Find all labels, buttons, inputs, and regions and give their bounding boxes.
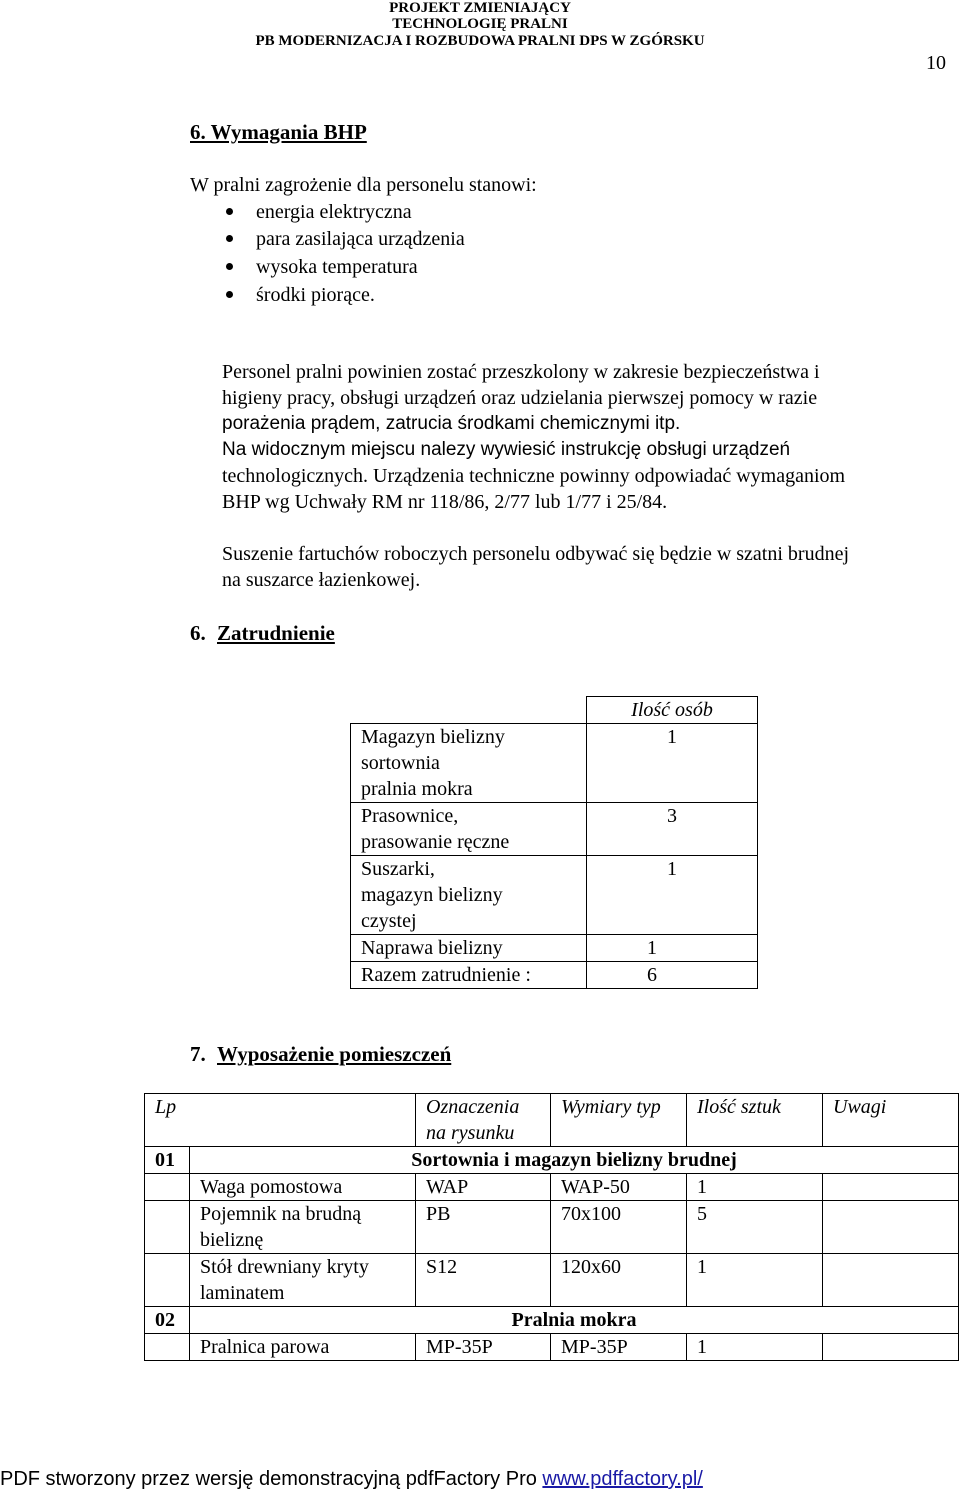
item-name: Stół drewniany kryty laminatem	[190, 1254, 416, 1307]
employment-area: Prasownice, prasowanie ręczne	[351, 803, 587, 856]
table-row	[351, 935, 758, 962]
paragraph-line: Suszenie fartuchów roboczych personelu odbywać się będzie w szatni brudnej	[222, 543, 850, 565]
employment-area: Naprawa bielizny	[351, 935, 587, 962]
employment-count: 3	[587, 803, 758, 856]
item-code: S12	[416, 1254, 551, 1307]
employment-area: Magazyn bielizny sortownia pralnia mokra	[351, 724, 587, 803]
page-number: 10	[926, 52, 946, 74]
header-line-1: PROJEKT ZMIENIAJĄCY	[389, 0, 571, 16]
section-row	[145, 1147, 959, 1174]
column-header-count: Ilość osób	[587, 697, 758, 724]
item-notes	[823, 1334, 959, 1361]
table-row	[351, 724, 758, 803]
table-header-row	[145, 1094, 959, 1147]
employment-area: Suszarki, magazyn bielizny czystej	[351, 856, 587, 935]
bullet-icon	[226, 208, 233, 215]
total-value: 6	[587, 962, 758, 989]
equipment-table	[144, 1093, 959, 1361]
item-dims: 120x60	[551, 1254, 687, 1307]
bhp-bullet-item: środki piorące.	[256, 284, 375, 306]
table-row	[145, 1254, 959, 1307]
lp-cell	[145, 1254, 190, 1307]
employment-count: 1	[587, 856, 758, 935]
heading-text: Zatrudnienie	[217, 621, 335, 645]
paragraph-line: Personel pralni powinien zostać przeszkolony w zakresie bezpieczeństwa i	[222, 361, 820, 383]
item-qty: 1	[687, 1334, 823, 1361]
item-code: PB	[416, 1201, 551, 1254]
table-row	[145, 1201, 959, 1254]
paragraph-line: technologicznych. Urządzenia techniczne powinny odpowiadać wymaganiom	[222, 465, 846, 487]
bhp-bullet-item: wysoka temperatura	[256, 256, 418, 278]
section-row	[145, 1307, 959, 1334]
heading-number: 7.	[190, 1042, 206, 1066]
employment-table	[350, 696, 758, 989]
bhp-bullet-item: energia elektryczna	[256, 201, 412, 223]
pdf-footer	[0, 1468, 960, 1491]
item-dims: 70x100	[551, 1201, 687, 1254]
lp-cell	[145, 1174, 190, 1201]
bhp-intro: W pralni zagrożenie dla personelu stanowi:	[190, 174, 537, 196]
item-notes	[823, 1201, 959, 1254]
total-label: Razem zatrudnienie :	[351, 962, 587, 989]
section-lp: 02	[145, 1307, 190, 1334]
employment-count: 1	[587, 935, 758, 962]
item-name: Pojemnik na brudną bieliznę	[190, 1201, 416, 1254]
section-title: Sortownia i magazyn bielizny brudnej	[190, 1147, 959, 1174]
paragraph-line: na suszarce łazienkowej.	[222, 569, 421, 591]
section-title: Pralnia mokra	[190, 1307, 959, 1334]
paragraph-line: higieny pracy, obsługi urządzeń oraz udzielania pierwszej pomocy w razie	[222, 387, 818, 409]
table-row	[351, 803, 758, 856]
bullet-icon	[226, 291, 233, 298]
header-line-2: TECHNOLOGIĘ PRALNI	[392, 16, 568, 32]
table-row	[145, 1334, 959, 1361]
table-total-row	[351, 962, 758, 989]
column-header-notes: Uwagi	[823, 1094, 959, 1147]
item-qty: 5	[687, 1201, 823, 1254]
employment-count: 1	[587, 724, 758, 803]
item-code: WAP	[416, 1174, 551, 1201]
lp-cell	[145, 1334, 190, 1361]
section-heading-bhp: 6. Wymagania BHP	[190, 120, 367, 144]
table-header-row	[351, 697, 758, 724]
column-header-dims: Wymiary typ	[551, 1094, 687, 1147]
empty-cell	[351, 697, 587, 724]
item-dims: WAP-50	[551, 1174, 687, 1201]
employment-heading	[190, 621, 335, 646]
header-line-3: PB MODERNIZACJA I ROZBUDOWA PRALNI DPS W ZGÓRSKU	[255, 33, 705, 49]
paragraph-line: Na widocznym miejscu nalezy wywiesić instrukcję obsługi urządzeń	[222, 439, 791, 460]
column-header-lp: Lp	[145, 1094, 416, 1147]
section-lp: 01	[145, 1147, 190, 1174]
footer-text: PDF stworzony przez wersję demonstracyjną pdfFactory Pro	[0, 1468, 543, 1490]
item-qty: 1	[687, 1254, 823, 1307]
item-notes	[823, 1254, 959, 1307]
table-row	[351, 856, 758, 935]
item-qty: 1	[687, 1174, 823, 1201]
item-name: Pralnica parowa	[190, 1334, 416, 1361]
item-name: Waga pomostowa	[190, 1174, 416, 1201]
bhp-paragraph-2	[222, 541, 942, 593]
paragraph-line: porażenia prądem, zatrucia środkami chemicznymi itp.	[222, 413, 681, 434]
heading-number: 6.	[190, 621, 206, 645]
bullet-icon	[226, 235, 233, 242]
column-header-code: Oznaczenia na rysunku	[416, 1094, 551, 1147]
heading-text: Wyposażenie pomieszczeń	[217, 1042, 452, 1066]
item-notes	[823, 1174, 959, 1201]
equipment-heading	[190, 1042, 451, 1067]
item-code: MP-35P	[416, 1334, 551, 1361]
item-dims: MP-35P	[551, 1334, 687, 1361]
bhp-paragraph-1	[222, 359, 942, 515]
paragraph-line: BHP wg Uchwały RM nr 118/86, 2/77 lub 1/77 i 25/84.	[222, 491, 668, 513]
footer-link[interactable]: www.pdffactory.pl/	[542, 1468, 703, 1490]
table-row	[145, 1174, 959, 1201]
lp-cell	[145, 1201, 190, 1254]
bhp-bullet-item: para zasilająca urządzenia	[256, 228, 465, 250]
column-header-qty: Ilość sztuk	[687, 1094, 823, 1147]
bullet-icon	[226, 263, 233, 270]
